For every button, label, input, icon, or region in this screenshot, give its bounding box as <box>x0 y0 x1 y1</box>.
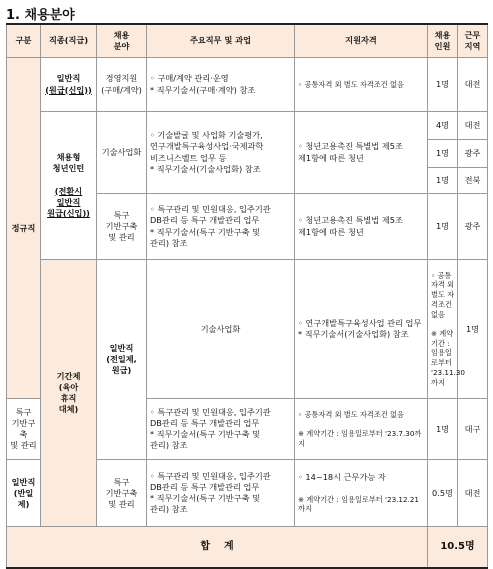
header-qualification: 지원자격 <box>295 24 428 58</box>
qualification-cell: ◦ 청년고용촉진 특별법 제5조 제1항에 따른 청년 <box>295 194 428 260</box>
location-cell: 광주 <box>458 140 488 168</box>
headcount-cell: 1명 <box>428 140 458 168</box>
job-type-label: 일반직 <box>109 343 134 354</box>
total-label: 합 계 <box>7 527 428 569</box>
field-cell: 기술사업화 <box>97 112 147 194</box>
total-count: 10.5명 <box>428 527 488 569</box>
location-cell: 대구 <box>458 399 488 460</box>
headcount-cell: 1명 <box>428 194 458 260</box>
qualification-cell <box>428 260 465 399</box>
total-row <box>7 527 488 569</box>
headcount-cell: 0.5명 <box>428 460 458 527</box>
recruitment-table <box>6 23 488 569</box>
headcount-cell: 1명 <box>458 260 488 399</box>
duties-cell: ◦ 기술발굴 및 사업화 기술평가, 연구개발특구육성사업·국제과학 비즈니스벨트 업무 등 * 직무기술서(기술사업화) 참조 <box>147 112 295 194</box>
contract-note: ※ 계약기간 : 임용일로부터 '23.7.30까지 <box>298 429 422 448</box>
job-type-fixed-part <box>7 460 41 527</box>
header-category: 구분 <box>7 24 41 58</box>
field-cell: 특구 기반구축 및 관리 <box>97 460 147 527</box>
qualification-cell <box>295 399 428 460</box>
header-job-type: 직종(직급) <box>41 24 97 58</box>
headcount-cell: 1명 <box>428 58 458 112</box>
header-location: 근무 지역 <box>458 24 488 58</box>
header-field: 채용 분야 <box>97 24 147 58</box>
qualification-text: ◦ 14~18시 근무가능 자 <box>298 472 386 483</box>
location-cell: 광주 <box>458 194 488 260</box>
qualification-text: ◦ 공통자격 외 별도 자격조건 없음 <box>431 270 455 319</box>
group-regular: 정규직 <box>7 58 41 399</box>
field-cell: 기술사업화 <box>147 260 295 399</box>
section-heading: 1. 채용분야 <box>6 8 75 23</box>
headcount-cell: 4명 <box>428 112 458 140</box>
field-cell: 특구 기반구축 및 관리 <box>97 194 147 260</box>
location-cell: 대전 <box>458 460 488 527</box>
headcount-cell: 1명 <box>428 168 458 194</box>
field-cell: 경영지원 (구매/계약) <box>97 58 147 112</box>
qualification-cell: ◦ 청년고용촉진 특별법 제5조 제1항에 따른 청년 <box>295 112 428 194</box>
location-cell: 대전 <box>458 58 488 112</box>
duties-cell: ◦ 특구관리 및 민원대응, 입주기관 DB관리 등 특구 개발관리 업무 * 직무기술서(특구 기반구축 및 관리) 참조 <box>147 194 295 260</box>
header-headcount: 채용 인원 <box>428 24 458 58</box>
duties-cell: ◦ 특구관리 및 민원대응, 입주기관 DB관리 등 특구 개발관리 업무 * 직무기술서(특구 기반구축 및 관리) 참조 <box>147 460 295 527</box>
job-type-label: 일반직 <box>11 476 36 487</box>
field-cell: 특구 기반구축 및 관리 <box>7 399 41 460</box>
job-type-general-entry <box>41 58 97 112</box>
location-cell: 전북 <box>458 168 488 194</box>
job-type-sub: (전환시 일반직 원급(신입)) <box>47 185 90 218</box>
qualification-cell: ◦ 공통자격 외 별도 자격조건 없음 <box>295 58 428 112</box>
job-type-label: 일반직 <box>56 73 81 84</box>
table-row <box>7 112 488 140</box>
duties-cell: ◦ 구매/계약 관리·운영 * 직무기술서(구매·계약) 참조 <box>147 58 295 112</box>
qualification-text: ◦ 공통자격 외 별도 자격조건 없음 <box>298 409 404 419</box>
job-type-label: 채용형 청년인턴 <box>52 152 85 174</box>
table-header-row <box>7 24 488 58</box>
headcount-cell: 1명 <box>428 399 458 460</box>
group-fixed-term: 기간제 (육아 휴직 대체) <box>41 260 97 527</box>
job-type-sub: (전일제, 원급) <box>106 354 137 376</box>
job-type-youth-intern <box>41 112 97 260</box>
header-duties: 주요직무 및 과업 <box>147 24 295 58</box>
table-row <box>7 260 488 399</box>
duties-cell: ◦ 연구개발특구육성사업 관리 업무 * 직무기술서(기술사업화) 참조 <box>295 260 428 399</box>
job-type-sub: (반일제) <box>13 487 34 509</box>
job-type-sub: (원급(신입)) <box>45 84 92 95</box>
table-row <box>7 58 488 112</box>
duties-cell: ◦ 특구관리 및 민원대응, 입주기관 DB관리 등 특구 개발관리 업무 * 직무기술서(특구 기반구축 및 관리) 참조 <box>147 399 295 460</box>
contract-note: ※ 계약기간 : 임용일로부터 '23.11.30까지 <box>431 329 465 387</box>
job-type-fixed-general <box>97 260 147 460</box>
qualification-cell <box>295 460 428 527</box>
location-cell: 대전 <box>458 112 488 140</box>
contract-note: ※ 계약기간 : 임용일로부터 '23.12.21까지 <box>298 494 419 514</box>
